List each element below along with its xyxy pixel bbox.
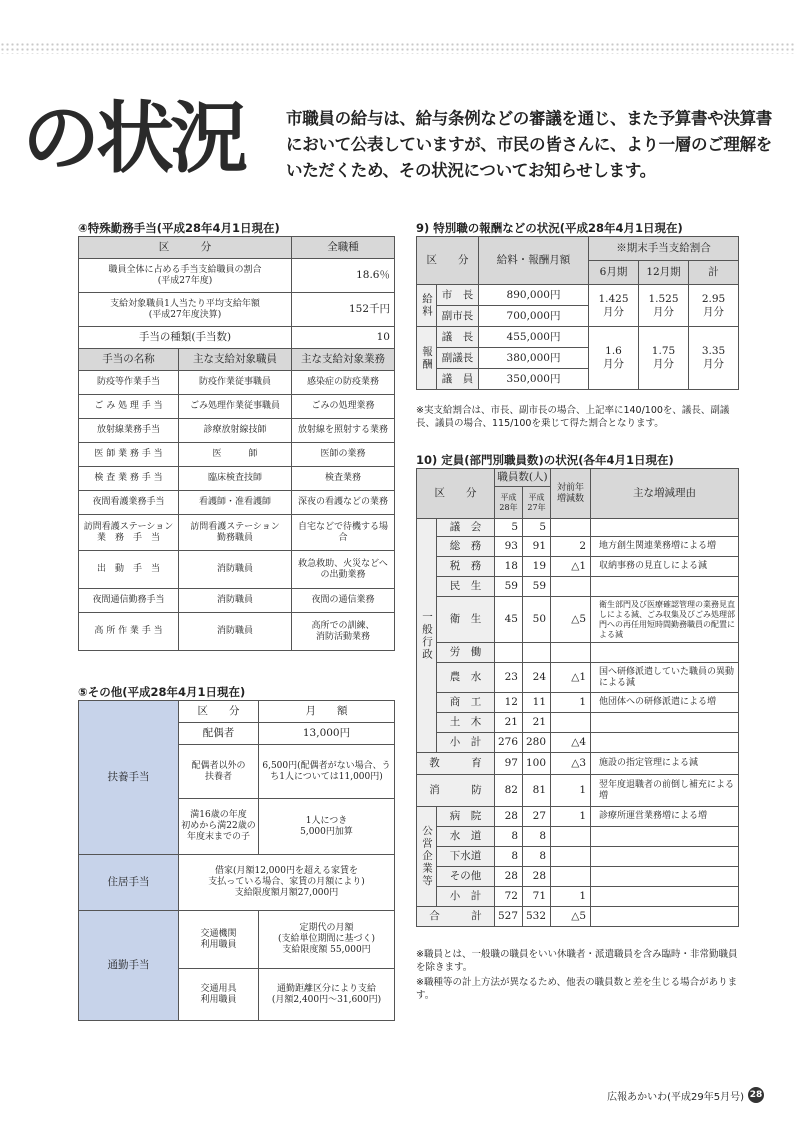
- reason: 衛生部門及び医療確認管理の業務見直しによる減、ごみ収集及びごみ処理部門への再任用短時間勤務職員の配置による減: [591, 597, 739, 643]
- child-amount: 1人につき 5,000円加算: [259, 799, 395, 855]
- count-diff: [551, 643, 591, 663]
- count-h28: 12: [495, 693, 523, 713]
- allowance-name: ご み 処 理 手 当: [79, 395, 179, 419]
- footer-text: 広報あかいわ(平成29年5月号): [607, 1091, 744, 1103]
- section-4-title: ④特殊勤務手当(平成28年4月1日現在): [78, 221, 280, 235]
- education-label: 教 育: [417, 753, 495, 775]
- chair-label: 議 長: [437, 327, 479, 348]
- section-10-note-2: ※職種等の計上方法が異なるため、他表の職員数と差を生じる場合があります。: [416, 977, 738, 1001]
- g2-total: 3.35 月分: [689, 327, 739, 390]
- allowance-work: 深夜の看護などの業務: [292, 491, 395, 515]
- allowance-staff: 防疫作業従事職員: [179, 371, 292, 395]
- table-row: [417, 663, 739, 693]
- count-diff: △5: [551, 597, 591, 643]
- allowance-name: 夜間看護業務手当: [79, 491, 179, 515]
- count-h27: 8: [523, 847, 551, 867]
- transit-label: 交通機関 利用職員: [179, 911, 259, 969]
- allowance-staff: ごみ処理作業従事職員: [179, 395, 292, 419]
- tsukin-label: 通勤手当: [79, 911, 179, 1021]
- reason: [591, 867, 739, 887]
- allowance-work: 自宅などで待機する場合: [292, 515, 395, 551]
- count-h28: 28: [495, 807, 523, 827]
- reason: [591, 887, 739, 907]
- table-row: [417, 753, 739, 775]
- reason: [591, 733, 739, 753]
- reason: [591, 577, 739, 597]
- jukyo-label: 住居手当: [79, 855, 179, 911]
- header-jun: 6月期: [589, 261, 639, 285]
- total-diff: △5: [551, 907, 591, 927]
- member-pay: 350,000円: [479, 369, 589, 390]
- count-diff: △1: [551, 663, 591, 693]
- vchair-label: 副議長: [437, 348, 479, 369]
- vehicle-label: 交通用具 利用職員: [179, 969, 259, 1021]
- dept-name: 議 会: [437, 519, 495, 537]
- vehicle-amount: 通勤距離区分により支給 (月額2,400円～31,600円): [259, 969, 395, 1021]
- allowance-staff: 消防職員: [179, 613, 292, 651]
- ratio-label: 職員全体に占める手当支給職員の割合 (平成27年度): [79, 259, 292, 293]
- count-diff: [551, 867, 591, 887]
- count-h28: 93: [495, 537, 523, 557]
- fire-reason: 翌年度退職者の前倒し補充による増: [591, 775, 739, 807]
- count-h28: 18: [495, 557, 523, 577]
- header-dec: 12月期: [639, 261, 689, 285]
- allowance-name: 検 査 業 務 手 当: [79, 467, 179, 491]
- table-row: [417, 733, 739, 753]
- other-allowance-table: [78, 700, 395, 1021]
- g2-jun: 1.6 月分: [589, 327, 639, 390]
- header-category: 区 分: [417, 469, 495, 519]
- count-h27: 27: [523, 807, 551, 827]
- allowance-name: 訪問看護ステーション 業 務 手 当: [79, 515, 179, 551]
- mayor-pay: 890,000円: [479, 285, 589, 306]
- dept-name: 小 計: [437, 733, 495, 753]
- other-dependent-label: 配偶者以外の 扶養者: [179, 745, 259, 799]
- table-row: [417, 827, 739, 847]
- table-row: [417, 519, 739, 537]
- section-9-title: 9) 特別職の報酬などの状況(平成28年4月1日現在): [416, 221, 683, 235]
- allowance-work: 検査業務: [292, 467, 395, 491]
- education-h28: 97: [495, 753, 523, 775]
- fire-label: 消 防: [417, 775, 495, 807]
- reason: [591, 713, 739, 733]
- section-10-note-1: ※職員とは、一般職の職員をいい休職者・派遣職員を含み臨時・非常勤職員を除きます。: [416, 949, 738, 973]
- header-pay: 給料・報酬月額: [479, 237, 589, 285]
- child-label: 満16歳の年度 初めから満22歳の 年度末までの子: [179, 799, 259, 855]
- g1-total: 2.95 月分: [689, 285, 739, 327]
- header-diff: 対前年 増減数: [551, 469, 591, 519]
- count-diff: [551, 577, 591, 597]
- count-h27: 50: [523, 597, 551, 643]
- spouse-amount: 13,000円: [259, 723, 395, 745]
- group-general: 一般行政: [417, 519, 437, 753]
- table-row: [417, 867, 739, 887]
- header-bonus: ※期末手当支給割合: [589, 237, 739, 261]
- header-work: 主な支給対象業務: [292, 349, 395, 371]
- reason: 収納事務の見直しによる減: [591, 557, 739, 577]
- count-h27: 19: [523, 557, 551, 577]
- header-reason: 主な増減理由: [591, 469, 739, 519]
- total-reason: [591, 907, 739, 927]
- count-h27: 24: [523, 663, 551, 693]
- allowance-staff: 医 師: [179, 443, 292, 467]
- count-diff: △4: [551, 733, 591, 753]
- allowance-name: 防疫等作業手当: [79, 371, 179, 395]
- member-label: 議 員: [437, 369, 479, 390]
- table-row: [417, 775, 739, 807]
- dept-name: 土 木: [437, 713, 495, 733]
- count-diff: △1: [551, 557, 591, 577]
- header-category: 区 分: [79, 237, 292, 259]
- header-amount: 月 額: [259, 701, 395, 723]
- allowance-work: 救急救助、火災などへの出動業務: [292, 551, 395, 589]
- chair-pay: 455,000円: [479, 327, 589, 348]
- dotted-band: [0, 42, 794, 54]
- table-row: [79, 395, 395, 419]
- dept-name: 農 水: [437, 663, 495, 693]
- table-row: [417, 887, 739, 907]
- group-reward: 報酬: [417, 327, 437, 390]
- dept-name: 下水道: [437, 847, 495, 867]
- reason: 診療所運営業務増による増: [591, 807, 739, 827]
- count-h27: 71: [523, 887, 551, 907]
- fire-h27: 81: [523, 775, 551, 807]
- count-h27: 91: [523, 537, 551, 557]
- spouse-label: 配偶者: [179, 723, 259, 745]
- reason: [591, 847, 739, 867]
- dept-name: 商 工: [437, 693, 495, 713]
- table-row: [79, 551, 395, 589]
- staff-count-table: [416, 468, 739, 927]
- table-row: [79, 589, 395, 613]
- table-row: [417, 713, 739, 733]
- table-row: [417, 537, 739, 557]
- reason: [591, 643, 739, 663]
- count-h27: 5: [523, 519, 551, 537]
- table-row: [79, 419, 395, 443]
- dept-name: 衛 生: [437, 597, 495, 643]
- education-diff: △3: [551, 753, 591, 775]
- allowance-work: 夜間の通信業務: [292, 589, 395, 613]
- header-h28: 平成 28年: [495, 487, 523, 519]
- allowance-name: 夜間通信勤務手当: [79, 589, 179, 613]
- header-category: 区 分: [417, 237, 479, 285]
- reason: 他団体への研修派遣による増: [591, 693, 739, 713]
- page-title: の状況: [22, 94, 245, 184]
- header-total: 計: [689, 261, 739, 285]
- table-row: [79, 371, 395, 395]
- table-row: [79, 443, 395, 467]
- header-staff: 職員数(人): [495, 469, 551, 487]
- education-h27: 100: [523, 753, 551, 775]
- allowance-staff: 訪問看護ステーション 勤務職員: [179, 515, 292, 551]
- table-row: [417, 577, 739, 597]
- reason: 国へ研修派遣していた職員の異動による減: [591, 663, 739, 693]
- count-h27: 280: [523, 733, 551, 753]
- reason: [591, 827, 739, 847]
- count-h28: 276: [495, 733, 523, 753]
- total-label: 合 計: [417, 907, 495, 927]
- allowance-staff: 看護師・准看護師: [179, 491, 292, 515]
- count-diff: [551, 713, 591, 733]
- allowance-staff: 消防職員: [179, 589, 292, 613]
- allowance-name: 高 所 作 業 手 当: [79, 613, 179, 651]
- allowance-work: ごみの処理業務: [292, 395, 395, 419]
- count-diff: [551, 847, 591, 867]
- allowance-work: 放射線を照射する業務: [292, 419, 395, 443]
- types-value: 10: [292, 327, 395, 349]
- table-row: [79, 613, 395, 651]
- allowance-work: 高所での訓練、 消防活動業務: [292, 613, 395, 651]
- total-h27: 532: [523, 907, 551, 927]
- count-diff: 2: [551, 537, 591, 557]
- count-h27: 8: [523, 827, 551, 847]
- count-h28: 21: [495, 713, 523, 733]
- header-staff: 主な支給対象職員: [179, 349, 292, 371]
- count-diff: 1: [551, 887, 591, 907]
- dept-name: 水 道: [437, 827, 495, 847]
- header-all: 全職種: [292, 237, 395, 259]
- vice-label: 副市長: [437, 306, 479, 327]
- dept-name: 税 務: [437, 557, 495, 577]
- count-h28: 28: [495, 867, 523, 887]
- table-row: [417, 597, 739, 643]
- g2-dec: 1.75 月分: [639, 327, 689, 390]
- total-h28: 527: [495, 907, 523, 927]
- vice-pay: 700,000円: [479, 306, 589, 327]
- count-h28: [495, 643, 523, 663]
- reason: [591, 519, 739, 537]
- dept-name: その他: [437, 867, 495, 887]
- education-reason: 施設の指定管理による減: [591, 753, 739, 775]
- count-h28: 23: [495, 663, 523, 693]
- count-h27: 28: [523, 867, 551, 887]
- header-category: 区 分: [179, 701, 259, 723]
- header-h27: 平成 27年: [523, 487, 551, 519]
- types-label: 手当の種類(手当数): [79, 327, 292, 349]
- fire-diff: 1: [551, 775, 591, 807]
- g1-dec: 1.525 月分: [639, 285, 689, 327]
- dept-name: 総 務: [437, 537, 495, 557]
- count-h27: [523, 643, 551, 663]
- avg-value: 152千円: [292, 293, 395, 327]
- allowance-staff: 消防職員: [179, 551, 292, 589]
- fuyo-label: 扶養手当: [79, 701, 179, 855]
- table-row: [417, 807, 739, 827]
- header-name: 手当の名称: [79, 349, 179, 371]
- count-h27: 11: [523, 693, 551, 713]
- allowance-work: 感染症の防疫業務: [292, 371, 395, 395]
- group-salary: 給料: [417, 285, 437, 327]
- allowance-work: 医師の業務: [292, 443, 395, 467]
- count-h28: 8: [495, 847, 523, 867]
- footer: [607, 1087, 764, 1103]
- table-row: [417, 907, 739, 927]
- jukyo-amount: 借家(月額12,000円を超える家賃を 支払っている場合、家賃の月額により) 支給限度額月額27,000円: [179, 855, 395, 911]
- avg-label: 支給対象職員1人当たり平均支給年額 (平成27年度決算): [79, 293, 292, 327]
- table-row: [79, 467, 395, 491]
- table-row: [417, 557, 739, 577]
- count-diff: [551, 519, 591, 537]
- table-row: [417, 847, 739, 867]
- vchair-pay: 380,000円: [479, 348, 589, 369]
- section-9-note: ※実支給割合は、市長、副市長の場合、上記率に140/100を、議長、副議長、議員の場合、115/100を乗じて得た割合となります。: [416, 405, 730, 429]
- count-diff: 1: [551, 693, 591, 713]
- group-public: 公営企業等: [417, 807, 437, 907]
- allowance-staff: 臨床検査技師: [179, 467, 292, 491]
- count-h28: 8: [495, 827, 523, 847]
- mayor-label: 市 長: [437, 285, 479, 306]
- page-number: 28: [748, 1087, 764, 1103]
- dept-name: 病 院: [437, 807, 495, 827]
- allowance-name: 放射線業務手当: [79, 419, 179, 443]
- section-5-title: ⑤その他(平成28年4月1日現在): [78, 685, 246, 699]
- allowance-name: 医 師 業 務 手 当: [79, 443, 179, 467]
- special-official-table: [416, 236, 739, 390]
- other-dependent-amount: 6,500円(配偶者がない場合、うち1人については11,000円): [259, 745, 395, 799]
- count-h28: 59: [495, 577, 523, 597]
- intro-text: 市職員の給与は、給与条例などの審議を通じ、また予算書や決算書において公表していますが、市民の皆さんに、より一層のご理解をいただくため、その状況についてお知らせします。: [286, 109, 773, 180]
- count-h27: 21: [523, 713, 551, 733]
- g1-jun: 1.425 月分: [589, 285, 639, 327]
- table-row: [417, 693, 739, 713]
- table-row: [79, 491, 395, 515]
- dept-name: 小 計: [437, 887, 495, 907]
- dept-name: 民 生: [437, 577, 495, 597]
- count-h28: 45: [495, 597, 523, 643]
- count-h27: 59: [523, 577, 551, 597]
- count-h28: 5: [495, 519, 523, 537]
- transit-amount: 定期代の月額 (支給単位期間に基づく) 支給限度額 55,000円: [259, 911, 395, 969]
- table-row: [417, 643, 739, 663]
- special-allowance-table: [78, 236, 395, 651]
- allowance-name: 出 動 手 当: [79, 551, 179, 589]
- reason: 地方創生関連業務増による増: [591, 537, 739, 557]
- count-diff: 1: [551, 807, 591, 827]
- count-diff: [551, 827, 591, 847]
- fire-h28: 82: [495, 775, 523, 807]
- dept-name: 労 働: [437, 643, 495, 663]
- section-10-title: 10) 定員(部門別職員数)の状況(各年4月1日現在): [416, 453, 674, 467]
- allowance-staff: 診療放射線技師: [179, 419, 292, 443]
- count-h28: 72: [495, 887, 523, 907]
- table-row: [79, 515, 395, 551]
- ratio-value: 18.6％: [292, 259, 395, 293]
